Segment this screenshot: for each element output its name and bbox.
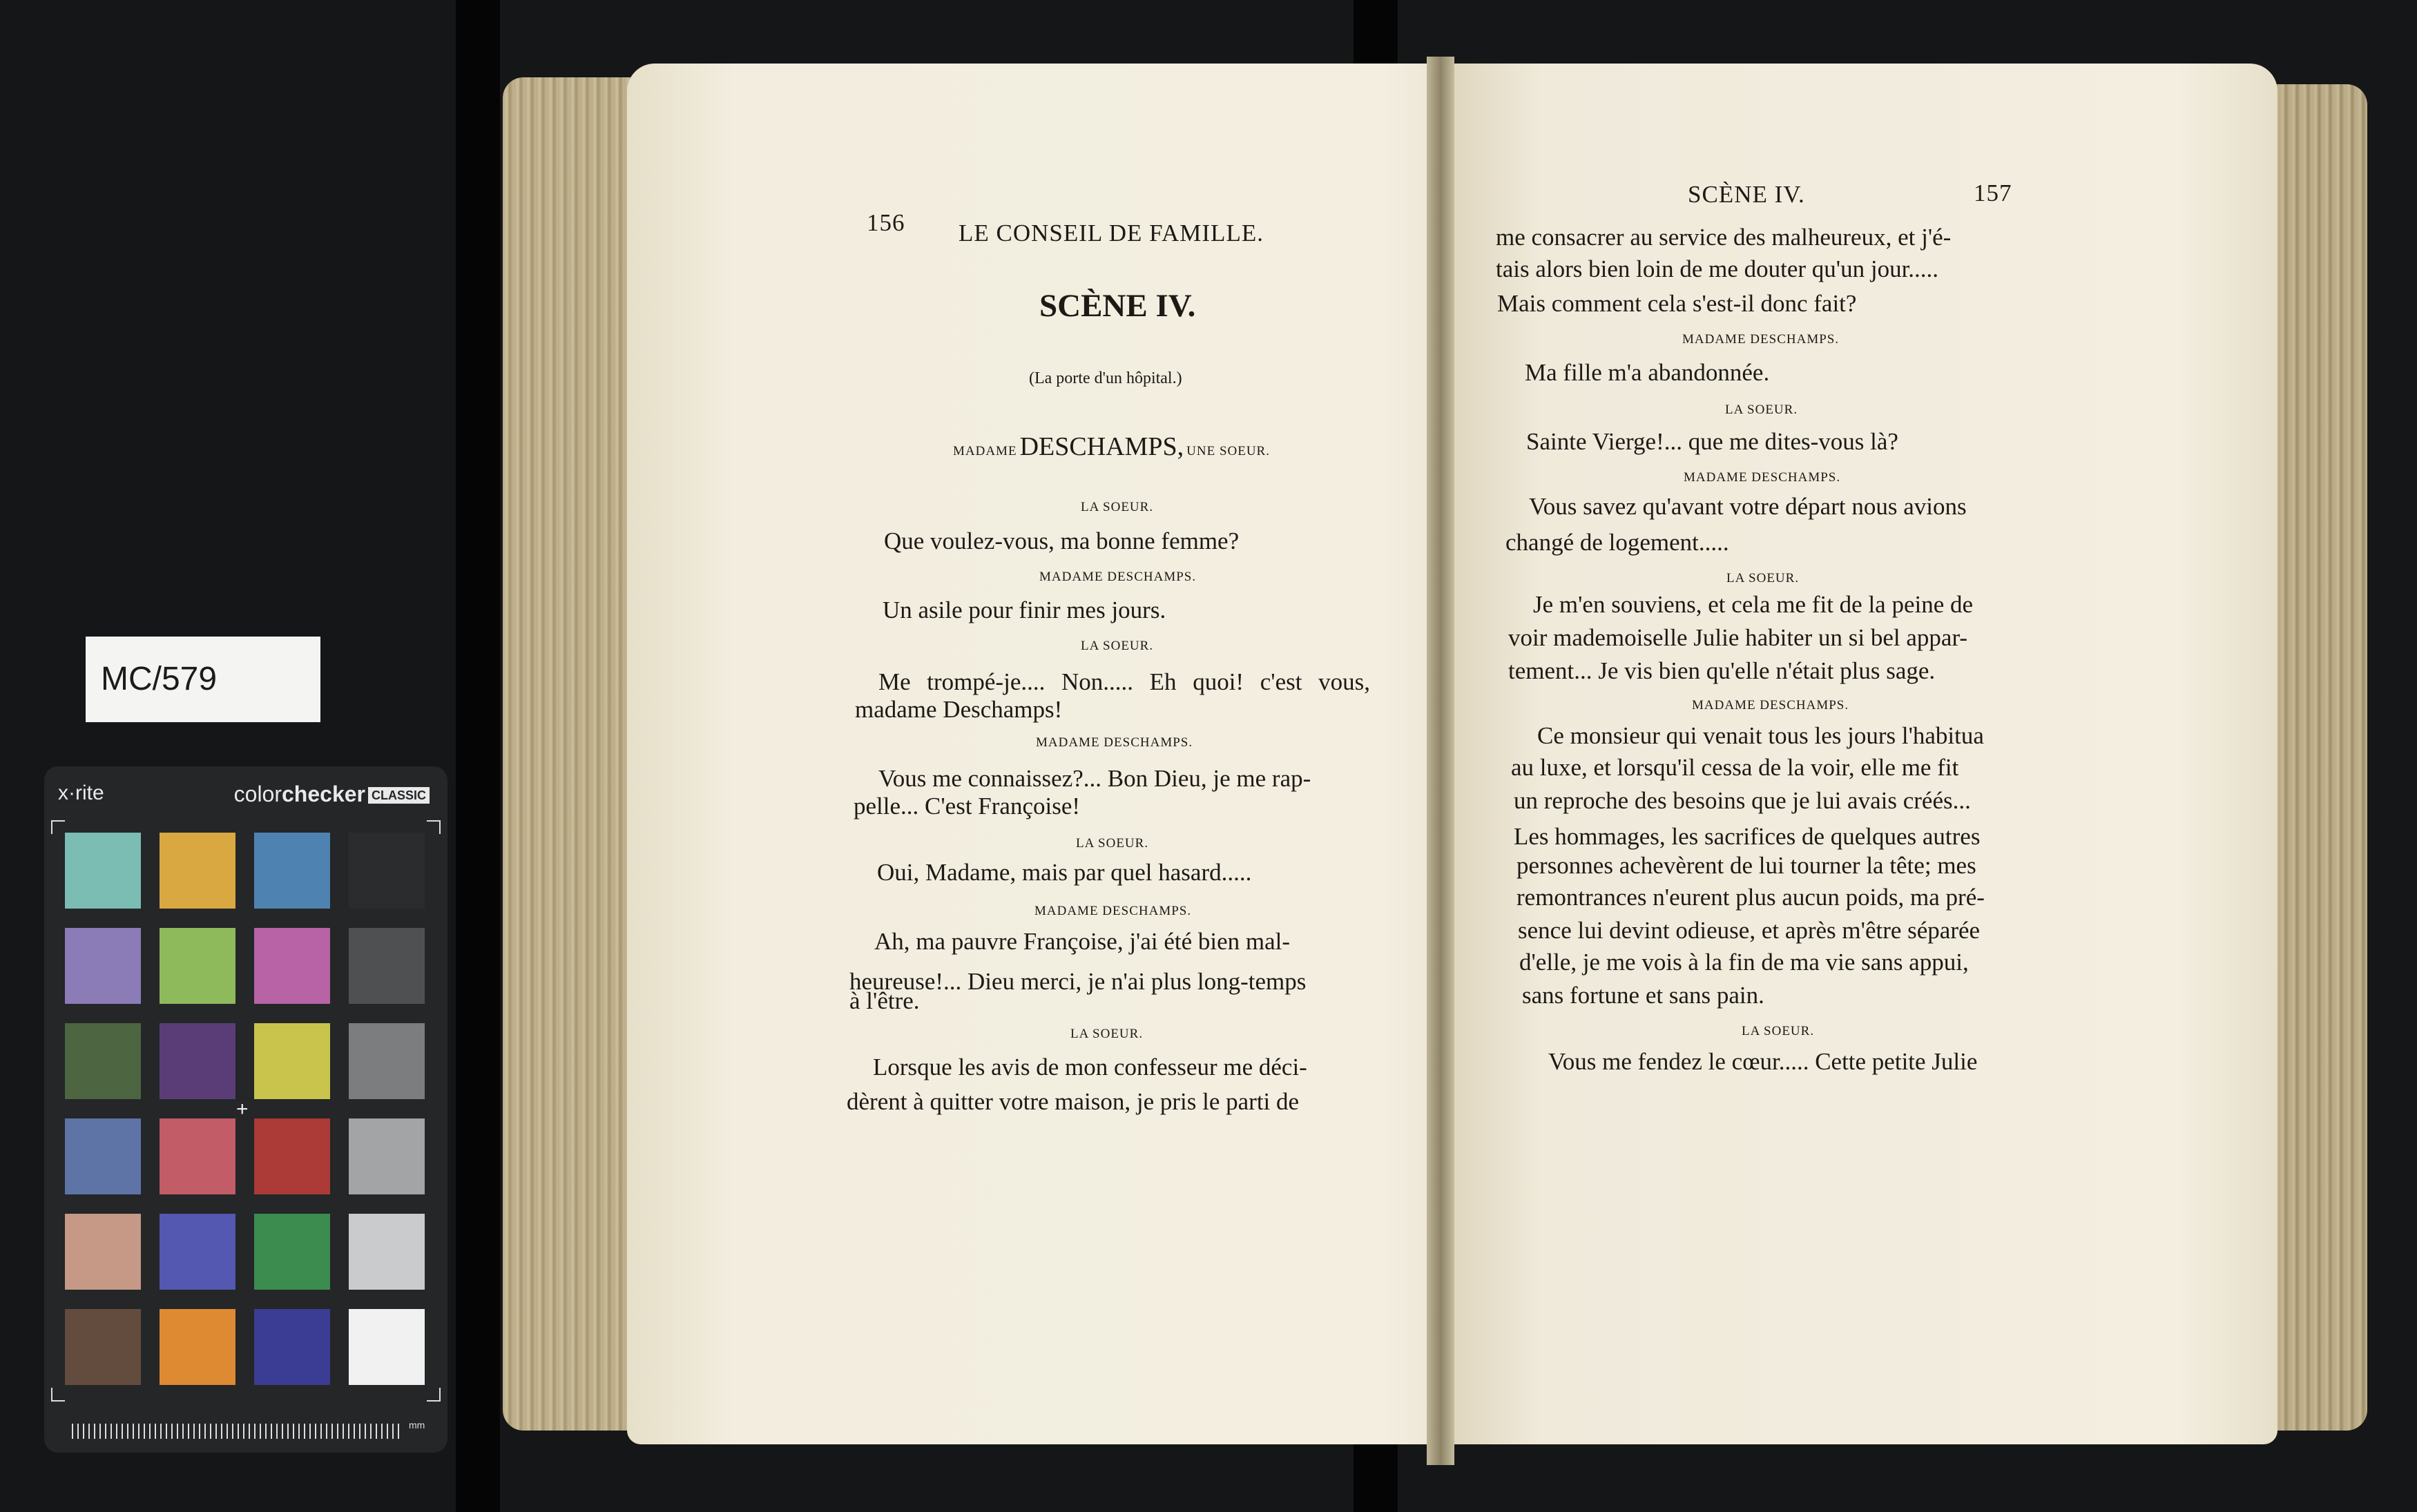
dialogue-line: Sainte Vierge!... que me dites-vous là? xyxy=(1526,428,1898,455)
color-patch xyxy=(349,1023,425,1099)
color-patch xyxy=(254,1309,330,1385)
dialogue-line: changé de logement..... xyxy=(1505,529,1729,556)
dialogue-line: Ma fille m'a abandonnée. xyxy=(1525,359,1770,386)
color-patch xyxy=(65,1214,141,1290)
speaker-label: LA SOEUR. xyxy=(1076,836,1149,851)
speaker-label: MADAME DESCHAMPS. xyxy=(1684,470,1841,485)
color-patch xyxy=(65,1023,141,1099)
dialogue-line: Vous me connaissez?... Bon Dieu, je me rap- xyxy=(878,765,1311,792)
dialogue-line: Lorsque les avis de mon confesseur me déci- xyxy=(873,1054,1307,1080)
color-patch xyxy=(254,1023,330,1099)
open-book xyxy=(503,50,2367,1458)
running-title-left: LE CONSEIL DE FAMILLE. xyxy=(959,220,1264,246)
ruler-unit: mm xyxy=(409,1419,425,1431)
dialogue-line: dèrent à quitter votre maison, je pris le parti de xyxy=(847,1088,1300,1115)
crosshair-icon: + xyxy=(236,1098,249,1121)
speaker-label: LA SOEUR. xyxy=(1726,571,1800,585)
dialogue-line: tement... Je vis bien qu'elle n'était plus sage. xyxy=(1508,657,1936,684)
dialogue-line: Ah, ma pauvre Françoise, j'ai été bien mal- xyxy=(874,928,1291,955)
dialogue-line: remontrances n'eurent plus aucun poids, ma pré- xyxy=(1516,884,1985,911)
color-patch xyxy=(349,1118,425,1194)
dialogue-line: voir mademoiselle Julie habiter un si bel appar- xyxy=(1508,624,1968,651)
running-title-right: SCÈNE IV. xyxy=(1688,181,1805,208)
speaker-label: LA SOEUR. xyxy=(1081,639,1154,653)
speaker-label: LA SOEUR. xyxy=(1070,1027,1144,1041)
dialogue-line: sans fortune et sans pain. xyxy=(1522,982,1764,1009)
speaker-label: LA SOEUR. xyxy=(1742,1024,1815,1038)
model-tag: CLASSIC xyxy=(368,787,430,804)
book-gutter xyxy=(1427,57,1454,1465)
dialogue-line: sence lui devint odieuse, et après m'être séparée xyxy=(1518,917,1981,944)
scene-title: SCÈNE IV. xyxy=(1039,288,1196,324)
speaker-label: MADAME DESCHAMPS. xyxy=(1034,904,1192,918)
corner-mark xyxy=(427,1388,441,1402)
scanner-strip-left xyxy=(456,0,500,1512)
color-patch xyxy=(349,1309,425,1385)
dialogue-line: Que voulez-vous, ma bonne femme? xyxy=(884,527,1240,554)
dialogue-line: Je m'en souviens, et cela me fit de la peine de xyxy=(1533,591,1974,618)
dialogue-line: Ce monsieur qui venait tous les jours l'habitua xyxy=(1537,722,1984,749)
color-patch xyxy=(160,928,235,1004)
color-patch xyxy=(254,1118,330,1194)
color-patch xyxy=(254,833,330,909)
model-name-light: color xyxy=(233,782,282,806)
color-patch xyxy=(349,1214,425,1290)
color-patch xyxy=(65,1118,141,1194)
model-name-bold: checker xyxy=(282,782,365,806)
dialogue-line: à l'être. xyxy=(849,987,920,1014)
speaker-label: MADAME DESCHAMPS. xyxy=(1692,698,1849,713)
brand-logo: x·rite xyxy=(58,782,104,804)
corner-mark xyxy=(51,820,65,834)
dialogue-line: Me trompé-je.... Non..... Eh quoi! c'est vous, xyxy=(878,668,1370,695)
color-checker-card xyxy=(44,766,447,1453)
dialogue-line: tais alors bien loin de me douter qu'un jour..... xyxy=(1496,255,1939,282)
model-name xyxy=(234,782,430,807)
dialogue-line: personnes achevèrent de lui tourner la tête; mes xyxy=(1516,852,1976,879)
color-patch xyxy=(160,1118,235,1194)
cast-prefix: MADAME xyxy=(953,444,1017,458)
speaker-label: MADAME DESCHAMPS. xyxy=(1682,332,1840,347)
left-page xyxy=(627,64,1518,1444)
color-patch xyxy=(254,928,330,1004)
speaker-label: MADAME DESCHAMPS. xyxy=(1036,735,1193,750)
dialogue-line: d'elle, je me vois à la fin de ma vie sans appui, xyxy=(1519,949,1969,976)
dialogue-line: Les hommages, les sacrifices de quelques autres xyxy=(1514,823,1981,850)
speaker-label: LA SOEUR. xyxy=(1725,403,1798,417)
speaker-label: MADAME DESCHAMPS. xyxy=(1039,570,1197,584)
color-patch xyxy=(349,833,425,909)
dialogue-line: me consacrer au service des malheureux, et j'é- xyxy=(1496,224,1952,251)
color-patch xyxy=(65,928,141,1004)
dialogue-line: Oui, Madame, mais par quel hasard..... xyxy=(877,859,1252,886)
color-patch xyxy=(254,1214,330,1290)
mm-ruler xyxy=(72,1424,403,1439)
cast-list xyxy=(953,434,1270,460)
dialogue-line: Vous me fendez le cœur..... Cette petite Julie xyxy=(1548,1048,1978,1075)
color-patch xyxy=(160,1309,235,1385)
cast-name: DESCHAMPS, xyxy=(1019,432,1184,461)
corner-mark xyxy=(51,1388,65,1402)
color-patch xyxy=(65,1309,141,1385)
dialogue-line: pelle... C'est Françoise! xyxy=(854,793,1081,820)
color-patch xyxy=(160,1214,235,1290)
corner-mark xyxy=(427,820,441,834)
color-patch xyxy=(160,1023,235,1099)
dialogue-line: Un asile pour finir mes jours. xyxy=(883,597,1166,623)
cast-suffix: UNE SOEUR. xyxy=(1186,444,1270,458)
dialogue-line: heureuse!... Dieu merci, je n'ai plus long-temps xyxy=(849,968,1307,995)
page-number-right: 157 xyxy=(1974,180,2012,206)
dialogue-line: Mais comment cela s'est-il donc fait? xyxy=(1497,290,1857,317)
dialogue-line: un reproche des besoins que je lui avais créés... xyxy=(1514,787,1971,814)
page-number-left: 156 xyxy=(867,209,905,236)
dialogue-line: Vous savez qu'avant votre départ nous avions xyxy=(1529,493,1967,520)
dialogue-line: madame Deschamps! xyxy=(855,696,1063,723)
dialogue-line: au luxe, et lorsqu'il cessa de la voir, elle me fit xyxy=(1511,754,1959,781)
color-patch xyxy=(349,928,425,1004)
color-patch xyxy=(160,833,235,909)
catalog-label: MC/579 xyxy=(86,637,320,722)
stage-direction: (La porte d'un hôpital.) xyxy=(1029,369,1182,387)
color-patch xyxy=(65,833,141,909)
speaker-label: LA SOEUR. xyxy=(1081,500,1154,514)
page-edges-left xyxy=(503,77,648,1431)
